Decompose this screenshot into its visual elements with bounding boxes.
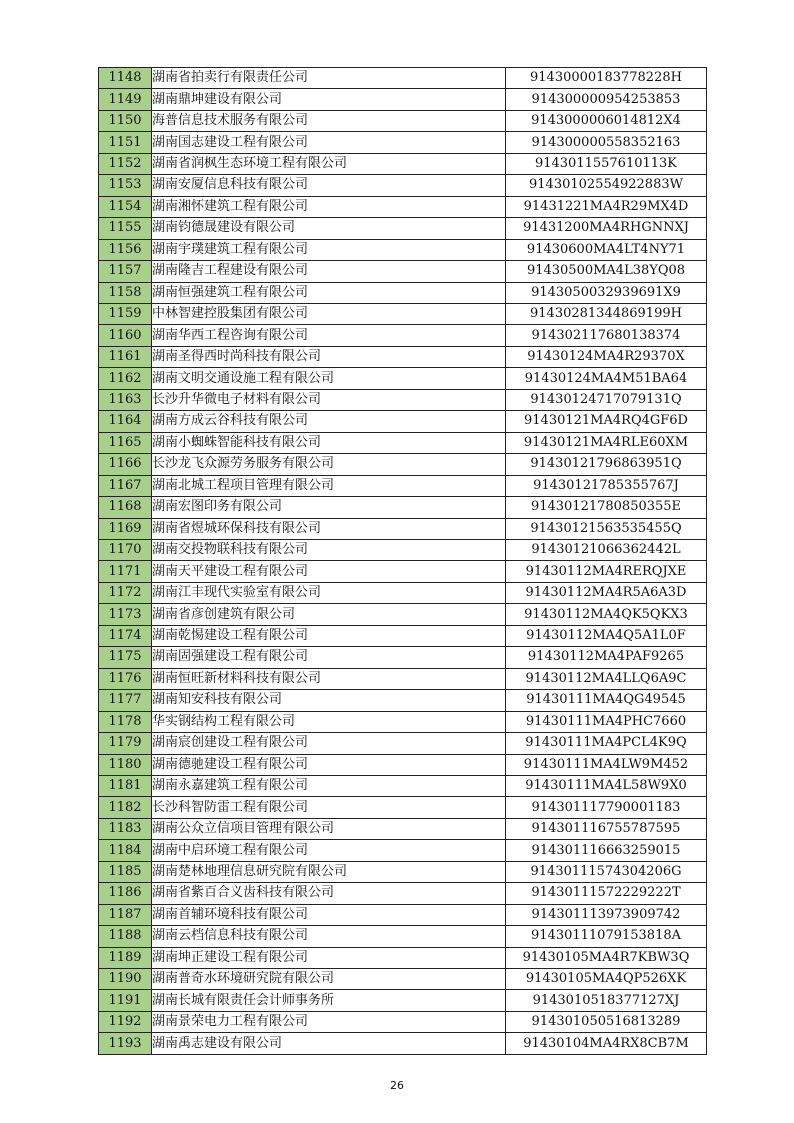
row-number: 1156 — [99, 239, 152, 260]
credit-code: 91430121MA4RQ4GF6D — [506, 411, 707, 432]
company-name: 湖南乾惕建设工程有限公司 — [152, 625, 506, 646]
company-name: 中林智建控股集团有限公司 — [152, 303, 506, 324]
company-name: 湖南首辅环境科技有限公司 — [152, 904, 506, 925]
credit-code: 91430111MA4PCL4K9Q — [506, 733, 707, 754]
table-row — [99, 668, 707, 689]
table-row — [99, 218, 707, 239]
credit-code: 914302117680138374 — [506, 325, 707, 346]
row-number: 1165 — [99, 432, 152, 453]
company-name: 湖南天平建设工程有限公司 — [152, 561, 506, 582]
table-row — [99, 883, 707, 904]
registry-body — [99, 68, 707, 1055]
company-name: 湖南小蜘蛛智能科技有限公司 — [152, 432, 506, 453]
credit-code: 91430105MA4R7KBW3Q — [506, 947, 707, 968]
row-number: 1164 — [99, 411, 152, 432]
row-number: 1179 — [99, 733, 152, 754]
credit-code: 91430111MA4L58W9X0 — [506, 775, 707, 796]
company-name: 湖南固强建设工程有限公司 — [152, 647, 506, 668]
company-name: 湖南永嘉建筑工程有限公司 — [152, 775, 506, 796]
table-row — [99, 947, 707, 968]
table-row — [99, 518, 707, 539]
credit-code: 91430121796863951Q — [506, 454, 707, 475]
company-name: 湖南恒强建筑工程有限公司 — [152, 282, 506, 303]
company-name: 湖南禹志建设有限公司 — [152, 1033, 506, 1054]
table-row — [99, 346, 707, 367]
company-name: 湖南湘怀建筑工程有限公司 — [152, 196, 506, 217]
company-name: 湖南知安科技有限公司 — [152, 690, 506, 711]
company-name: 湖南钧德晟建设有限公司 — [152, 218, 506, 239]
row-number: 1170 — [99, 539, 152, 560]
table-row — [99, 733, 707, 754]
credit-code: 91430111MA4PHC7660 — [506, 711, 707, 732]
row-number: 1155 — [99, 218, 152, 239]
credit-code: 91430121066362442L — [506, 539, 707, 560]
row-number: 1169 — [99, 518, 152, 539]
table-row — [99, 625, 707, 646]
row-number: 1180 — [99, 754, 152, 775]
company-name: 湖南宇璞建筑工程有限公司 — [152, 239, 506, 260]
company-name: 湖南省煜城环保科技有限公司 — [152, 518, 506, 539]
table-row — [99, 539, 707, 560]
row-number: 1150 — [99, 110, 152, 131]
credit-code: 91430500MA4L38YQ08 — [506, 261, 707, 282]
table-row — [99, 754, 707, 775]
table-row — [99, 818, 707, 839]
credit-code: 91431221MA4R29MX4D — [506, 196, 707, 217]
row-number: 1162 — [99, 368, 152, 389]
table-row — [99, 561, 707, 582]
credit-code: 91430600MA4LT4NY71 — [506, 239, 707, 260]
table-row — [99, 926, 707, 947]
table-row — [99, 196, 707, 217]
table-row — [99, 775, 707, 796]
company-name: 湖南安厦信息科技有限公司 — [152, 175, 506, 196]
table-row — [99, 303, 707, 324]
credit-code: 914300000558352163 — [506, 132, 707, 153]
company-name: 湖南隆吉工程建设有限公司 — [152, 261, 506, 282]
credit-code: 91430112MA4LLQ6A9C — [506, 668, 707, 689]
table-row — [99, 497, 707, 518]
row-number: 1184 — [99, 840, 152, 861]
row-number: 1178 — [99, 711, 152, 732]
table-row — [99, 990, 707, 1011]
credit-code: 91430124MA4R29370X — [506, 346, 707, 367]
company-name: 湖南省润枫生态环境工程有限公司 — [152, 153, 506, 174]
credit-code: 91430121563535455Q — [506, 518, 707, 539]
table-row — [99, 711, 707, 732]
table-row — [99, 604, 707, 625]
credit-code: 91430121MA4RLE60XM — [506, 432, 707, 453]
table-row — [99, 411, 707, 432]
row-number: 1185 — [99, 861, 152, 882]
credit-code: 914301116663259015 — [506, 840, 707, 861]
credit-code: 91430112MA4PAF9265 — [506, 647, 707, 668]
credit-code: 91430111574304206G — [506, 861, 707, 882]
company-name: 长沙龙飞众源劳务服务有限公司 — [152, 454, 506, 475]
row-number: 1149 — [99, 89, 152, 110]
credit-code: 91430102554922883W — [506, 175, 707, 196]
credit-code: 91430112MA4Q5A1L0F — [506, 625, 707, 646]
company-name: 湖南交投物联科技有限公司 — [152, 539, 506, 560]
company-name: 湖南北城工程项目管理有限公司 — [152, 475, 506, 496]
table-row — [99, 368, 707, 389]
company-name: 湖南宏图印务有限公司 — [152, 497, 506, 518]
row-number: 1154 — [99, 196, 152, 217]
row-number: 1177 — [99, 690, 152, 711]
company-name: 湖南国志建设工程有限公司 — [152, 132, 506, 153]
credit-code: 91430111MA4LW9M452 — [506, 754, 707, 775]
credit-code: 91430121780850355E — [506, 497, 707, 518]
table-row — [99, 1011, 707, 1032]
row-number: 1176 — [99, 668, 152, 689]
table-row — [99, 690, 707, 711]
table-row — [99, 797, 707, 818]
credit-code: 91430112MA4RERQJXE — [506, 561, 707, 582]
credit-code: 914300000954253853 — [506, 89, 707, 110]
credit-code: 91430112MA4R5A6A3D — [506, 582, 707, 603]
row-number: 1187 — [99, 904, 152, 925]
credit-code: 91431200MA4RHGNNXJ — [506, 218, 707, 239]
company-name: 湖南文明交通设施工程有限公司 — [152, 368, 506, 389]
table-row — [99, 68, 707, 89]
table-row — [99, 840, 707, 861]
credit-code: 91430124717079131Q — [506, 389, 707, 410]
company-name: 湖南省拍卖行有限责任公司 — [152, 68, 506, 89]
row-number: 1189 — [99, 947, 152, 968]
table-row — [99, 110, 707, 131]
company-name: 湖南恒旺新材料科技有限公司 — [152, 668, 506, 689]
company-name: 湖南楚林地理信息研究院有限公司 — [152, 861, 506, 882]
row-number: 1172 — [99, 582, 152, 603]
credit-code: 9143000006014812X4 — [506, 110, 707, 131]
company-name: 湖南景荣电力工程有限公司 — [152, 1011, 506, 1032]
table-row — [99, 89, 707, 110]
table-row — [99, 582, 707, 603]
credit-code: 91430124MA4M51BA64 — [506, 368, 707, 389]
company-name: 湖南宸创建设工程有限公司 — [152, 733, 506, 754]
row-number: 1192 — [99, 1011, 152, 1032]
company-name: 湖南江丰现代实验室有限公司 — [152, 582, 506, 603]
company-name: 湖南德驰建设工程有限公司 — [152, 754, 506, 775]
company-registry-table — [98, 67, 707, 1055]
credit-code: 9143010518377127XJ — [506, 990, 707, 1011]
row-number: 1186 — [99, 883, 152, 904]
company-name: 长沙科智防雷工程有限公司 — [152, 797, 506, 818]
credit-code: 91430111MA4QG49545 — [506, 690, 707, 711]
company-name: 湖南华西工程咨询有限公司 — [152, 325, 506, 346]
page-number: 26 — [390, 1079, 404, 1092]
row-number: 1181 — [99, 775, 152, 796]
row-number: 1153 — [99, 175, 152, 196]
company-name: 长沙升华微电子材料有限公司 — [152, 389, 506, 410]
company-name: 湖南省彦创建筑有限公司 — [152, 604, 506, 625]
row-number: 1166 — [99, 454, 152, 475]
table-row — [99, 132, 707, 153]
row-number: 1188 — [99, 926, 152, 947]
row-number: 1173 — [99, 604, 152, 625]
table-row — [99, 282, 707, 303]
credit-code: 9143011557610113K — [506, 153, 707, 174]
table-row — [99, 1033, 707, 1054]
credit-code: 91430281344869199H — [506, 303, 707, 324]
company-name: 华实钢结构工程有限公司 — [152, 711, 506, 732]
credit-code: 91430104MA4RX8CB7M — [506, 1033, 707, 1054]
row-number: 1163 — [99, 389, 152, 410]
row-number: 1159 — [99, 303, 152, 324]
row-number: 1148 — [99, 68, 152, 89]
company-name: 海普信息技术服务有限公司 — [152, 110, 506, 131]
table-row — [99, 647, 707, 668]
credit-code: 914301113973909742 — [506, 904, 707, 925]
row-number: 1161 — [99, 346, 152, 367]
table-row — [99, 861, 707, 882]
company-name: 湖南鼎坤建设有限公司 — [152, 89, 506, 110]
credit-code: 914301116755787595 — [506, 818, 707, 839]
row-number: 1191 — [99, 990, 152, 1011]
credit-code: 914301050516813289 — [506, 1011, 707, 1032]
credit-code: 91430121785355767J — [506, 475, 707, 496]
row-number: 1168 — [99, 497, 152, 518]
credit-code: 91430105MA4QP526XK — [506, 969, 707, 990]
table-row — [99, 175, 707, 196]
credit-code: 91430111572229222T — [506, 883, 707, 904]
company-name: 湖南中启环境工程有限公司 — [152, 840, 506, 861]
table-row — [99, 153, 707, 174]
row-number: 1171 — [99, 561, 152, 582]
row-number: 1167 — [99, 475, 152, 496]
row-number: 1183 — [99, 818, 152, 839]
company-name: 湖南圣得西时尚科技有限公司 — [152, 346, 506, 367]
table-row — [99, 261, 707, 282]
row-number: 1193 — [99, 1033, 152, 1054]
row-number: 1190 — [99, 969, 152, 990]
table-row — [99, 239, 707, 260]
table-row — [99, 454, 707, 475]
credit-code: 9143050032939691X9 — [506, 282, 707, 303]
row-number: 1182 — [99, 797, 152, 818]
company-name: 湖南长城有限责任会计师事务所 — [152, 990, 506, 1011]
row-number: 1158 — [99, 282, 152, 303]
company-name: 湖南省紫百合义齿科技有限公司 — [152, 883, 506, 904]
row-number: 1160 — [99, 325, 152, 346]
company-name: 湖南坤正建设工程有限公司 — [152, 947, 506, 968]
row-number: 1174 — [99, 625, 152, 646]
row-number: 1151 — [99, 132, 152, 153]
table-row — [99, 904, 707, 925]
credit-code: 91430000183778228H — [506, 68, 707, 89]
company-name: 湖南方成云谷科技有限公司 — [152, 411, 506, 432]
credit-code: 914301117790001183 — [506, 797, 707, 818]
company-name: 湖南云档信息科技有限公司 — [152, 926, 506, 947]
row-number: 1152 — [99, 153, 152, 174]
table-row — [99, 969, 707, 990]
table-row — [99, 475, 707, 496]
company-name: 湖南公众立信项目管理有限公司 — [152, 818, 506, 839]
row-number: 1175 — [99, 647, 152, 668]
table-row — [99, 325, 707, 346]
credit-code: 91430111079153818A — [506, 926, 707, 947]
table-row — [99, 389, 707, 410]
company-name: 湖南普奇水环境研究院有限公司 — [152, 969, 506, 990]
row-number: 1157 — [99, 261, 152, 282]
credit-code: 91430112MA4QK5QKX3 — [506, 604, 707, 625]
table-row — [99, 432, 707, 453]
